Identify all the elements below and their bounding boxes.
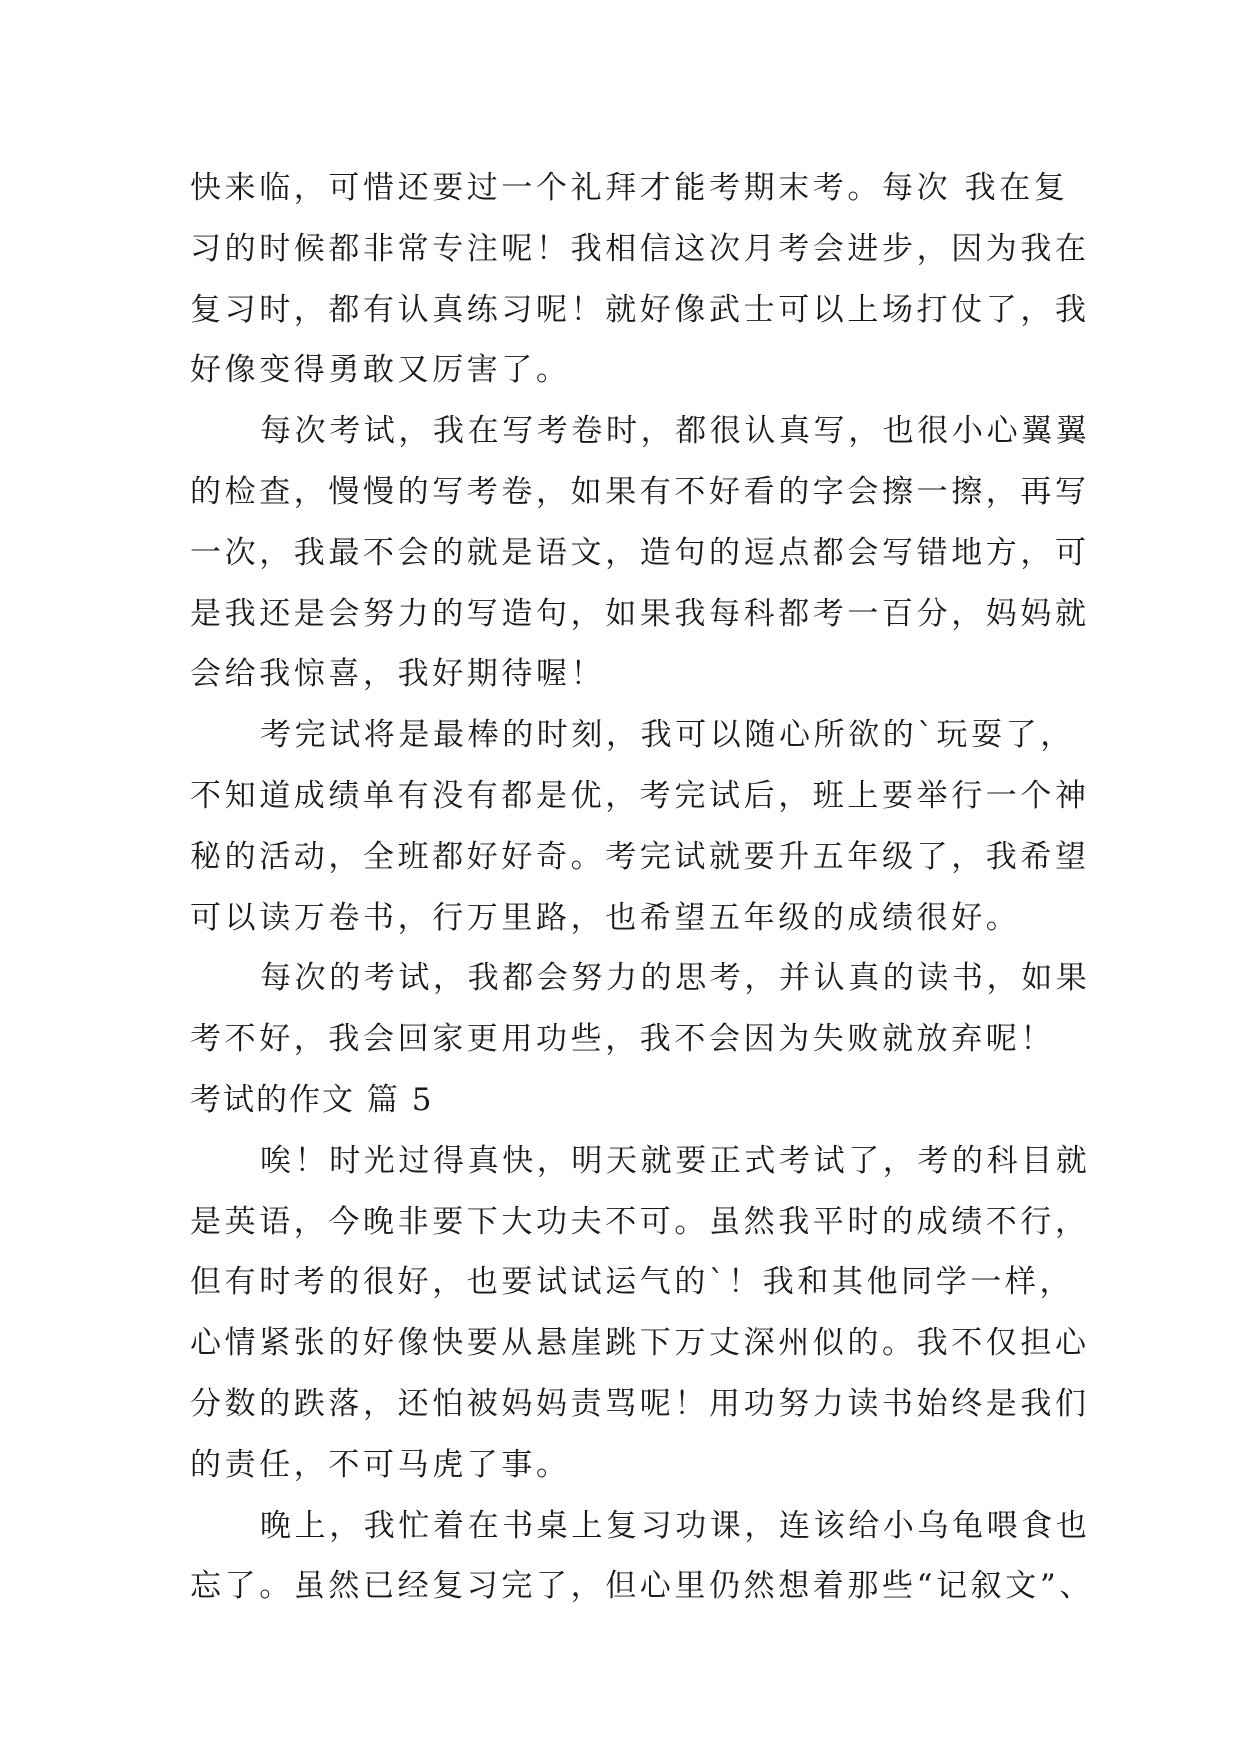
text-line: 忘了。虽然已经复习完了，但心里仍然想着那些“记叙文”、 xyxy=(190,1568,1094,1605)
text-line: 一次，我最不会的就是语文，造句的逗点都会写错地方，可 xyxy=(190,534,1090,571)
text-line: 心情紧张的好像快要从悬崖跳下万丈深州似的。我不仅担心 xyxy=(190,1325,1090,1362)
text-line: 晚上，我忙着在书桌上复习功课，连该给小乌龟喂食也 xyxy=(260,1507,1091,1544)
document-body xyxy=(190,158,1094,1617)
text-line: 快来临，可惜还要过一个礼拜才能考期末考。每次 我在复 xyxy=(190,170,1069,206)
text-line: 考完试将是最棒的时刻，我可以随心所欲的`玩耍了， xyxy=(260,717,1075,754)
text-line: 秘的活动，全班都好好奇。考完试就要升五年级了，我希望 xyxy=(190,838,1090,875)
text-line: 好像变得勇敢又厉害了。 xyxy=(190,352,571,389)
text-line: 考不好，我会回家更用功些，我不会因为失败就放弃呢！ xyxy=(190,1021,1055,1058)
text-line: 习的时候都非常专注呢！我相信这次月考会进步，因为我在 xyxy=(190,230,1090,267)
text-line: 唉！时光过得真快，明天就要正式考试了，考的科目就 xyxy=(260,1142,1091,1179)
text-line: 每次考试，我在写考卷时，都很认真写，也很小心翼翼 xyxy=(260,413,1091,450)
text-line: 不知道成绩单有没有都是优，考完试后，班上要举行一个神 xyxy=(190,777,1090,814)
text-line: 但有时考的很好，也要试试运气的`！我和其他同学一样， xyxy=(190,1264,1075,1301)
text-line: 的责任，不可马虎了事。 xyxy=(190,1446,571,1483)
text-line: 每次的考试，我都会努力的思考，并认真的读书，如果 xyxy=(260,960,1091,997)
text-line: 复习时，都有认真练习呢！就好像武士可以上场打仗了，我 xyxy=(190,291,1090,328)
text-line: 可以读万卷书，行万里路，也希望五年级的成绩很好。 xyxy=(190,899,1021,936)
text-line: 的检查，慢慢的写考卷，如果有不好看的字会擦一擦，再写 xyxy=(190,473,1090,510)
text-line: 是我还是会努力的写造句，如果我每科都考一百分，妈妈就 xyxy=(190,595,1090,632)
section-heading: 考试的作文 篇 5 xyxy=(190,1081,434,1118)
text-line: 会给我惊喜，我好期待喔！ xyxy=(190,656,606,693)
text-line: 是英语，今晚非要下大功夫不可。虽然我平时的成绩不行， xyxy=(190,1203,1090,1240)
text-line: 分数的跌落，还怕被妈妈责骂呢！用功努力读书始终是我们 xyxy=(190,1385,1090,1422)
